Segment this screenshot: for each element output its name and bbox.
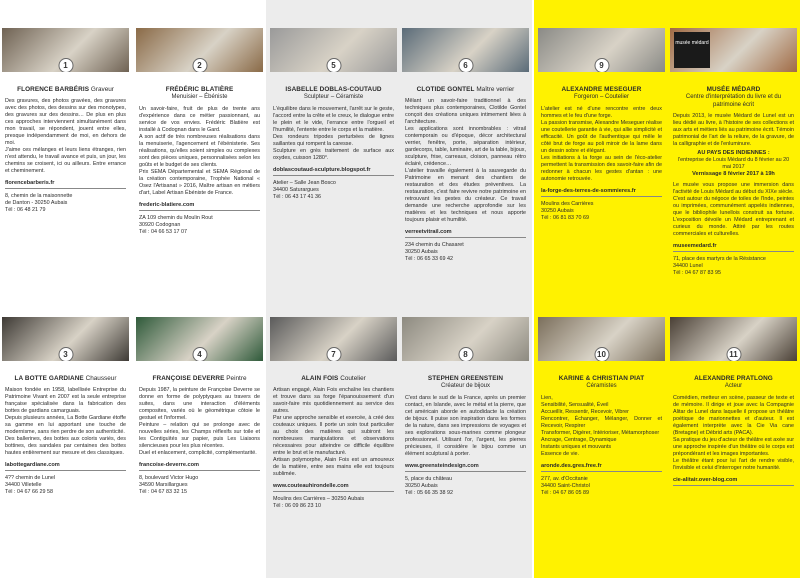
artisan-name: FLORENCE BARBÉRIS Graveur (17, 86, 114, 93)
artisan-subtitle: Centre d'interprétation du livre et du patrimoine écrit (685, 94, 782, 108)
website-link[interactable]: labottegardiane.com (5, 462, 126, 471)
location-number-badge: 3 (58, 347, 73, 361)
website-link[interactable]: cie-alitair.over-blog.com (673, 477, 794, 486)
location-number-badge: 10 (594, 347, 609, 361)
artisan-name: FRANÇOISE DEVERRE Peintre (152, 375, 247, 382)
artisan-name: ALEXANDRE PRATLONG (694, 375, 773, 382)
artisan-subtitle: Acteur (724, 383, 743, 389)
artisan-card (402, 317, 529, 578)
artisan-photo (2, 28, 129, 72)
location-number-badge: 8 (458, 347, 473, 361)
artisan-description: Maison fondée en 1958, labellisée Entreprise du Patrimoine Vivant en 2007 est la seule entreprise française spécialisée dans la fabrication des bottes de gardians camarguais. Depuis plusieurs années, La Botte Gardiane étoffe sa gamme en lui apportant une touche de modernisme, sans rien perdre de son authenticité. Des ballerines, des bottes aux coloris variés, des bottines, des sandales par centaines des bottes hautes entièrement sur mesure et des classiques. (5, 387, 126, 456)
website-link[interactable]: www.greensteindesign.com (405, 463, 526, 472)
artisan-photo (270, 28, 397, 72)
artisan-photo (670, 28, 797, 72)
artisan-card (670, 317, 797, 578)
artisan-subtitle: Sculpteur – Céramiste (303, 94, 364, 100)
artisan-name: ALEXANDRE MESEGUER (561, 86, 642, 93)
location-number-badge: 5 (326, 58, 341, 72)
contact-address: Atelier – Salle Jean Bosco 34400 Saturargues Tél : 06 43 17 41 36 (273, 179, 336, 200)
artisan-card (402, 28, 529, 317)
location-number-badge: 1 (58, 58, 73, 72)
website-link[interactable]: doblascoutaud-sculpture.blogspot.fr (273, 167, 394, 176)
contact-address: 4?? chemin de Lunel 34400 Villetelle Tél : 04 67 66 29 58 (5, 475, 56, 495)
exhibition-info: AU PAYS DES INDIENNES : l'entreprise de Louis Médard du 8 février au 20 mai 2017 Vernissage 8 février 2017 à 19h (677, 150, 790, 177)
contact-address: 8, boulevard Victor Hugo 34590 Marsillargues Tél : 04 67 83 32 15 (139, 475, 199, 495)
contact-address: 71, place des martyrs de la Résistance 34400 Lunel Tél : 04 67 87 83 95 (673, 256, 766, 276)
artisan-card (2, 28, 129, 317)
location-number-badge: 11 (726, 347, 741, 361)
artisan-photo (538, 28, 665, 72)
artisan-card (538, 317, 665, 578)
artisan-description: Lien, Sensibilité, Sensualité, Éveil Accueillir, Ressentir, Recevoir, Vibrer Rencontrer, Échanger, Mélanger, Donner et Recevoir, Respirer Transformer, Digérer, Intérioriser, Métamorphoser Ancrage, Centrage, Dynamique Instants uniques et mouvants Essence de vie. (541, 394, 662, 457)
artisan-photo (2, 317, 129, 361)
website-link[interactable]: verreetvitrail.com (405, 229, 526, 238)
artisan-description: Depuis 2013, le musée Médard de Lunel est un lieu dédié au livre, à l'histoire de ses collections et aux arts et métiers liés au patrimoine écrit. Témoin patrimonial de l'art de la reliure, de la gravure, de la calligraphie et de l'enluminure. (673, 113, 794, 147)
website-link[interactable]: museemedard.fr (673, 243, 794, 252)
artisan-description: L'équilibre dans le mouvement, l'arrêt sur le geste, l'accord entre la crête et le creux, le dialogue entre le plein et le vide, l'errance entre l'orgueil et l'humilité, l'entente entre le corps et la matière. Des rondeurs tripodes perturbées de lignes saillantes qui rompent la caresse. Sculpture en grès traitement de surface aux oxydes, cuisson 1280°. (273, 105, 394, 161)
artisan-card (270, 28, 397, 317)
artisan-description: C'est dans le sud de la France, après un premier contact, en Islande, avec le métal et la pierre, que cet américain aborde en autodidacte la création de bijoux. Il puise son inspiration dans les formes de la nature, dans ses impressions de voyages et ses explorations sous-marines comme plongeur professionnel. Utilisant l'or, l'argent, les pierres précieuses, il considère le bijou comme un élément sculptural à porter. (405, 394, 526, 457)
artisan-card (270, 317, 397, 578)
exhibition-description: Le musée vous propose une immersion dans l'activité de Louis Médard au début du XIXe siècle. C'est autour du négoce de toiles de l'Inde, peintes ou imprimées, communément appelés indiennes, que le bibliophile lunellois construit sa fortune. L'exposition dévoile un Médard entreprenant et curieux du monde. Attiré par les routes commerciales et culturelles. (673, 182, 794, 237)
artisan-description: Des gravures, des photos gravées, des gravures avec des photos, des dessins sur des monotypes, des gravures sur des dessins… De plus en plus ces approches interviennent simultanément dans mon travail, se répondent, jouent entre elles, presque indépendamment de moi, en dehors de moi. J'aime ces mélanges et leurs liens étranges, rien n'est attendu, le travail avance et puis, un jour, les chemins se croisent, ici ou ailleurs. Entre errance et cheminement. (5, 98, 126, 174)
artisan-card (538, 28, 665, 317)
contact-address: 234 chemin du Chasaret 30250 Aubais Tél : 06 65 33 69 42 (405, 242, 464, 262)
location-number-badge: 6 (458, 58, 473, 72)
artisan-name: MUSÉE MÉDARD (706, 86, 761, 93)
artisan-name: CLOTIDE GONTEL Maître verrier (416, 86, 515, 93)
artisan-photo (402, 28, 529, 72)
artisan-photo (538, 317, 665, 361)
artisan-card (670, 28, 797, 317)
location-number-badge: 4 (192, 347, 207, 361)
artisan-subtitle: Céramistes (586, 383, 617, 389)
contact-address: 277, av. d'Occitanie 34400 Saint-Christol Tél : 04 67 86 05 89 (541, 475, 590, 496)
artisan-name: ISABELLE DOBLAS-COUTAUD (285, 86, 382, 93)
artisan-subtitle: Créateur de bijoux (440, 383, 491, 389)
website-link[interactable]: la-forge-des-terres-de-sommieres.fr (541, 188, 662, 197)
contact-address: 5, place du château 30250 Aubais Tél : 05 66 35 38 92 (405, 475, 453, 496)
artisan-description: Mêlant un savoir-faire traditionnel à des techniques plus contemporaines, Clotilde Gontel conçoit des créations uniques intimement liées à l'architecture. Les applications sont innombrables : vitrail contemporain ou d'époque, décor architectural verrier, fenêtre, porte, séparation intérieur, gardecorps, table, luminaire, art de la table, bijoux, sculpture, frise, carreaux, cloison, panneau rétro éclairé, crédence… L'atelier travaille également à la sauvegarde du Patrimoine en menant des chantiers de restauration et des études préventives. La restauration, c'est faire revivre notre patrimoine en retrouvant les gestes du créateur. Ce travail demande une recherche approfondie sur les matières et les techniques et nous apporte toujours plaisir et humilité. (405, 98, 526, 223)
location-number-badge: 2 (192, 58, 207, 72)
website-link[interactable]: francoise-deverre.com (139, 462, 260, 471)
website-link[interactable]: frederic-blatiere.com (139, 202, 260, 211)
artisan-name: LA BOTTE GARDIANE Chausseur (14, 375, 117, 382)
museum-logo: musée médard (674, 32, 710, 68)
artisan-card (136, 28, 263, 317)
artisan-description: Artisan engagé, Alain Fois enchaîne les chantiers et trouve dans sa forge l'épanouissement d'un savoir-faire mis quotidiennement au service des autres. Par une approche sensible et exercée, à créé des couteaux uniques. Il porte un soin tout particulier au choix des matières qui subiront les nombreuses manipulations et observations nécessaires pour atteindre ce difficile équilibre entre le brut et le manufacturé. Artisan polymorphe, Alain Fois est un amoureux de la matière, entre ses mains elle est toujours sublimée. (273, 387, 394, 477)
artisan-description: Comédien, metteur en scène, passeur de texte et de mémoire. Il dirige et joue avec la Compagnie Alitar de Lunel dans laquelle il propose un théâtre poétique de marionnettes et d'auteur. Il est également interprète avec la Cie Via cane (Bretagne) et Débrid arts (PACA). Sa pratique du jeu d'acteur de théâtre est axée sur une approche inspirée d'un théâtre où le corps est prépondérant et les images importantes. Le théâtre étant pour lui l'art de rendre visible, l'invisible et celui d'interroger notre humanité. (673, 394, 794, 471)
artisan-card (136, 317, 263, 578)
artisan-photo (270, 317, 397, 361)
artisan-description: L'atelier est né d'une rencontre entre deux hommes et le feu d'une forge. La passion transmise, Alexandre Meseguer réalise une coutellerie garantie à vie, qui allie simplicité et efficacité. Un goût de l'authentique qui mêle le côté brut de forge au poli miroir de la lame dans un dessin sobre et élégant. Les initiations à la forge au sein de l'éco-atelier permettent la transmission des savoir-faire afin de redonner à chacun les gestes d'antan : une autonomie retrouvée. (541, 105, 662, 182)
artisan-description: Depuis 1987, la peinture de Françoise Deverre se donne en forme de polyptyques au travers de suites, dans une interaction d'éléments composites, variés où le géométrique côtoie le gestuel et l'informel. Peinture – relation qui se prolonge avec de nouvelles séries, les Champs réflexifs sur toile et les Contiguïtés sur papier, puis Les Liaisons silencieuses pour les plus récentes. Duel et enlacement, complicité, complémentarité. (139, 387, 260, 456)
artisan-name: KARINE & CHRISTIAN PIAT (558, 375, 645, 382)
website-link[interactable]: aronde.des.gres.free.fr (541, 463, 662, 472)
artisan-photo (402, 317, 529, 361)
artisan-photo (136, 28, 263, 72)
contact-address: ZA 109 chemin du Moulin Rout 30920 Codognan Tél : 04 66 53 17 07 (139, 214, 213, 235)
artisan-name: ALAIN FOIS Coutelier (301, 375, 366, 382)
artisan-photo (670, 317, 797, 361)
artisan-card (2, 317, 129, 578)
artisan-name: FRÉDÉRIC BLATIÈRE (165, 86, 234, 93)
artisan-description: Un savoir-faire, fruit de plus de trente ans d'expérience dans ce métier passionnant, au service de vos envies. Frédéric Blatière est installé à Codognan dans le Gard. A son actif de très nombreuses réalisations dans la menuiserie, l'agencement et l'ébénisterie. Ses réalisations, qu'elles soient simples ou complexes sont des pièces uniques, personnalisées selon les goûts et le budget de ses clients. Prix SEMA Départemental et SEMA Régional de la création contemporaine, Trophée National « Osez l'Artisanat » 2016, Maître artisan en métiers d'art, Label Artisan Ébéniste de France. (139, 105, 260, 196)
website-link[interactable]: www.couteauhirondelle.com (273, 483, 394, 492)
contact-address: 8, chemin de la maisonnette de Danton - 30250 Aubais Tél : 06 48 21 79 (5, 193, 73, 213)
contact-address: Moulins des Carrières – 30250 Aubais Tél : 06 09 86 23 10 (273, 496, 365, 509)
contact-address: Moulins des Carrières 30250 Aubais Tél : 06 81 83 70 69 (541, 200, 594, 221)
location-number-badge: 9 (594, 58, 609, 72)
website-link[interactable]: florencebarberis.fr (5, 180, 126, 189)
artisan-name: STEPHEN GREENSTEIN (427, 375, 504, 382)
artisan-photo (136, 317, 263, 361)
location-number-badge: 7 (326, 347, 341, 361)
artisan-subtitle: Menuisier – Ébéniste (171, 94, 228, 100)
artisan-subtitle: Forgeron – Coutelier (573, 94, 630, 100)
